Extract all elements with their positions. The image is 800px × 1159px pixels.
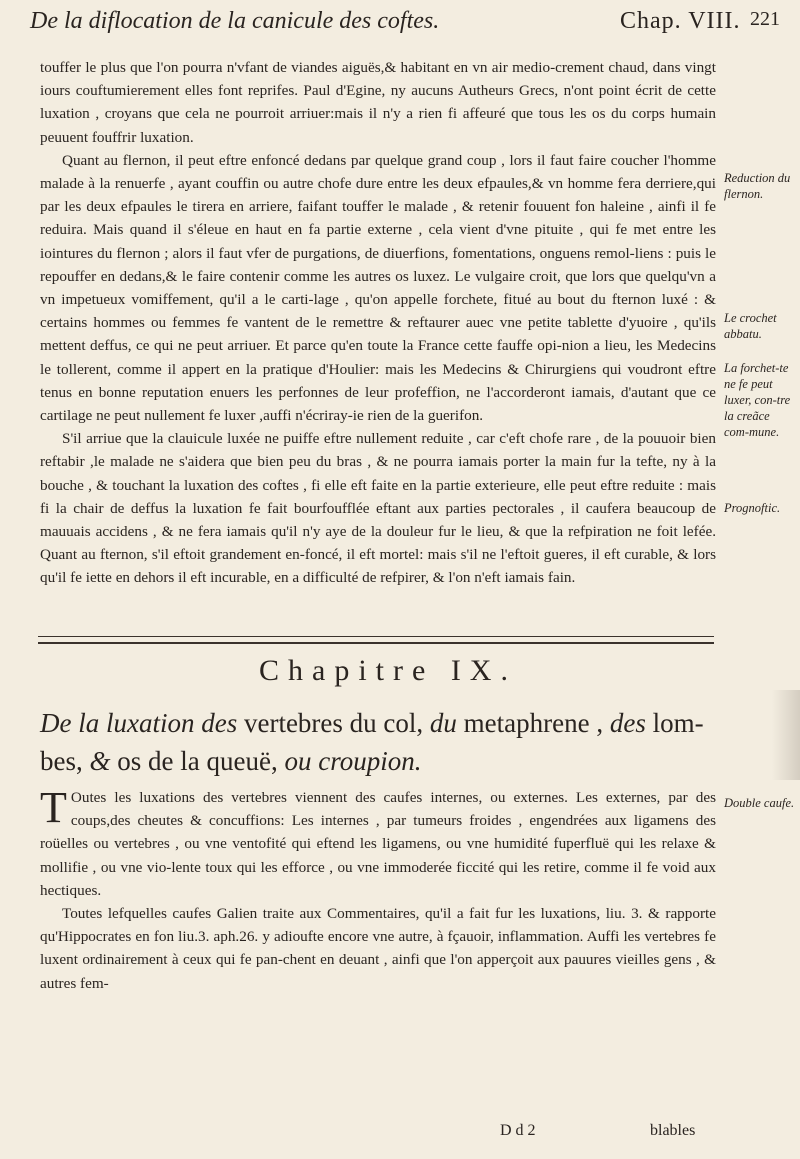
margin-note: Prognoftic. [724, 501, 781, 515]
subtitle-part: ou croupion. [284, 746, 422, 776]
subtitle-part: du [429, 708, 457, 738]
catchword: blables [650, 1122, 696, 1139]
paragraph: Toutes lefquelles caufes Galien traite aux Commentaires, qu'il a fait fur les luxations, liu. 3. & rapporte qu'Hippocrates en fon liu.3. aph.26. y adioufte encore vne autre, à fçauoir, inflammation. Auffi les vertebres fe luxent ordinairement à ceux qui fe pan-chent en deuant , ainfi que l'on apperçoit aux pauures vieilles gens , & autres fem- [40, 905, 716, 992]
page-edge-shadow [772, 690, 800, 780]
subtitle-part: vertebres du col, [243, 708, 424, 738]
section-2-text [40, 783, 716, 995]
paragraph [40, 783, 716, 902]
paragraph-text: Outes les luxations des vertebres viennent des caufes internes, ou externes. Les externes, par des coups,des cheutes & concuffions: Les internes , par tumeurs froides , engendrées aux ligamens des roüelles ou vertebres , ou vne ventofité qui eftend les ligamens, ou vne humidité fuperfluë qui les relaxe & mollifie , ou vne vio-lente toux qui les efforce , ou vne immoderée ficcité qui les retire, comme il fe void aux hectiques. [40, 789, 716, 899]
running-head [30, 8, 784, 44]
margin-note: Le crochet abbatu. [724, 311, 777, 341]
running-title: De la diflocation de la canicule des coftes. [30, 8, 440, 34]
margin-note: Double caufe. [724, 796, 795, 810]
chapter-subtitle [40, 704, 720, 780]
subtitle-part: & [89, 746, 111, 776]
subtitle-part: metaphrene , [463, 708, 604, 738]
paragraph: S'il arriue que la clauicule luxée ne puiffe eftre nullement reduite , car c'eft chofe rare , de la pouuoir bien reftabir ,le malade ne s'aidera que bien peu du bras , & ne pourra iamais porter la main fur la tefte, ny à la bouche , & touchant la luxation des coftes , fi elle eft faite en la partie exterieure, elle peut eftre reduite : mais fi la chair de deffus la luxation fe fait bourfoufflée eftant aux parties pectorales , il caufera beaucoup de mauuais accidens , & ne fera iamais qu'il n'y aye de la douleur fur le lieu, & que la refpiration ne foit lefée. Quant au fternon, s'il eftoit grandement en-foncé, il eft mortel: mais s'il ne l'eftoit gueres, il eft curable, & lors qu'il fe iette en dehors il eft incurable, en a difficulté de refpirer, & l'on n'eft iamais fain. [40, 430, 716, 587]
drop-cap: T [40, 783, 67, 832]
signature-mark: D d 2 [500, 1122, 536, 1139]
paragraph: touffer le plus que l'on pourra n'vfant de viandes aiguës,& habitant en vn air medio-crement chaud, dans vingt iours couftumierement elles font reprifes. Paul d'Egine, ny aucuns Autheurs Grecs, n'ont point écrit de cette luxation , croyans que cela ne pourroit arriuer:mais il n'y a rien fi affeuré que tous les os du corps humain peuuent fouffrir luxation. [40, 59, 716, 146]
margin-note: La forchet-te ne fe peut luxer, con-tre la creãce com-mune. [724, 361, 791, 439]
section-divider [38, 636, 714, 644]
paragraph: Quant au flernon, il peut eftre enfoncé dedans par quelque grand coup , lors il faut faire coucher l'homme malade à la renuerfe , ayant couffin ou autre chofe dure entre les deux efpaules,& vn homme fera derriere,qui par les deux efpaules le tirera en arriere, faifant touffer le malade , & retenir fouuent fon haleine , ainfi il fe reduira. Mais quand il s'éleue en haut en fa partie externe , cela vient d'vne pituite , qui fe met entre les iointures du flernon ; alors il faut vfer de purgations, de diuerfions, fomentations, onguens remol-liens : puis le repouffer en dedans,& le faire contenir comme les autres os luxez. Le vulgaire croit, que lors que quelqu'vn a vn impetueux vomiffement, qu'il a le carti-lage , qu'on appelle forchete, fitué au bout du fternon luxé : & certains hommes ou femmes fe vantent de le remettre & reftaurer auec vne petite tablette d'yuoire , qu'ils mettent deffus, ce qui ne peut arriuer. Et parce qu'en toute la France cette fauffe opi-nion a lieu, les Medecins le tollerent, comme il appert en la pratique d'Houlier: mais les Medecins & Chirurgiens qui voudront eftre tenus en bonne reputation enuers les perfonnes de leur profeffion, ne l'accorderont iamais, d'autant que ce cartilage ne peut nullement fe luxer ,auffi n'écriray-ie rien de la guerifon. [40, 151, 716, 425]
section-1-text [40, 56, 716, 590]
margin-note: Reduction du flernon. [724, 171, 791, 201]
subtitle-part: os de la queuë, [117, 746, 278, 776]
subtitle-part: des [609, 708, 646, 738]
subtitle-part: De la luxation des [40, 708, 238, 738]
running-chapter: Chap. VIII. [620, 8, 741, 34]
chapter-heading: Chapitre IX. [259, 654, 517, 687]
page-number: 221 [750, 8, 780, 30]
subtitle-part: lom-bes, [40, 708, 704, 776]
